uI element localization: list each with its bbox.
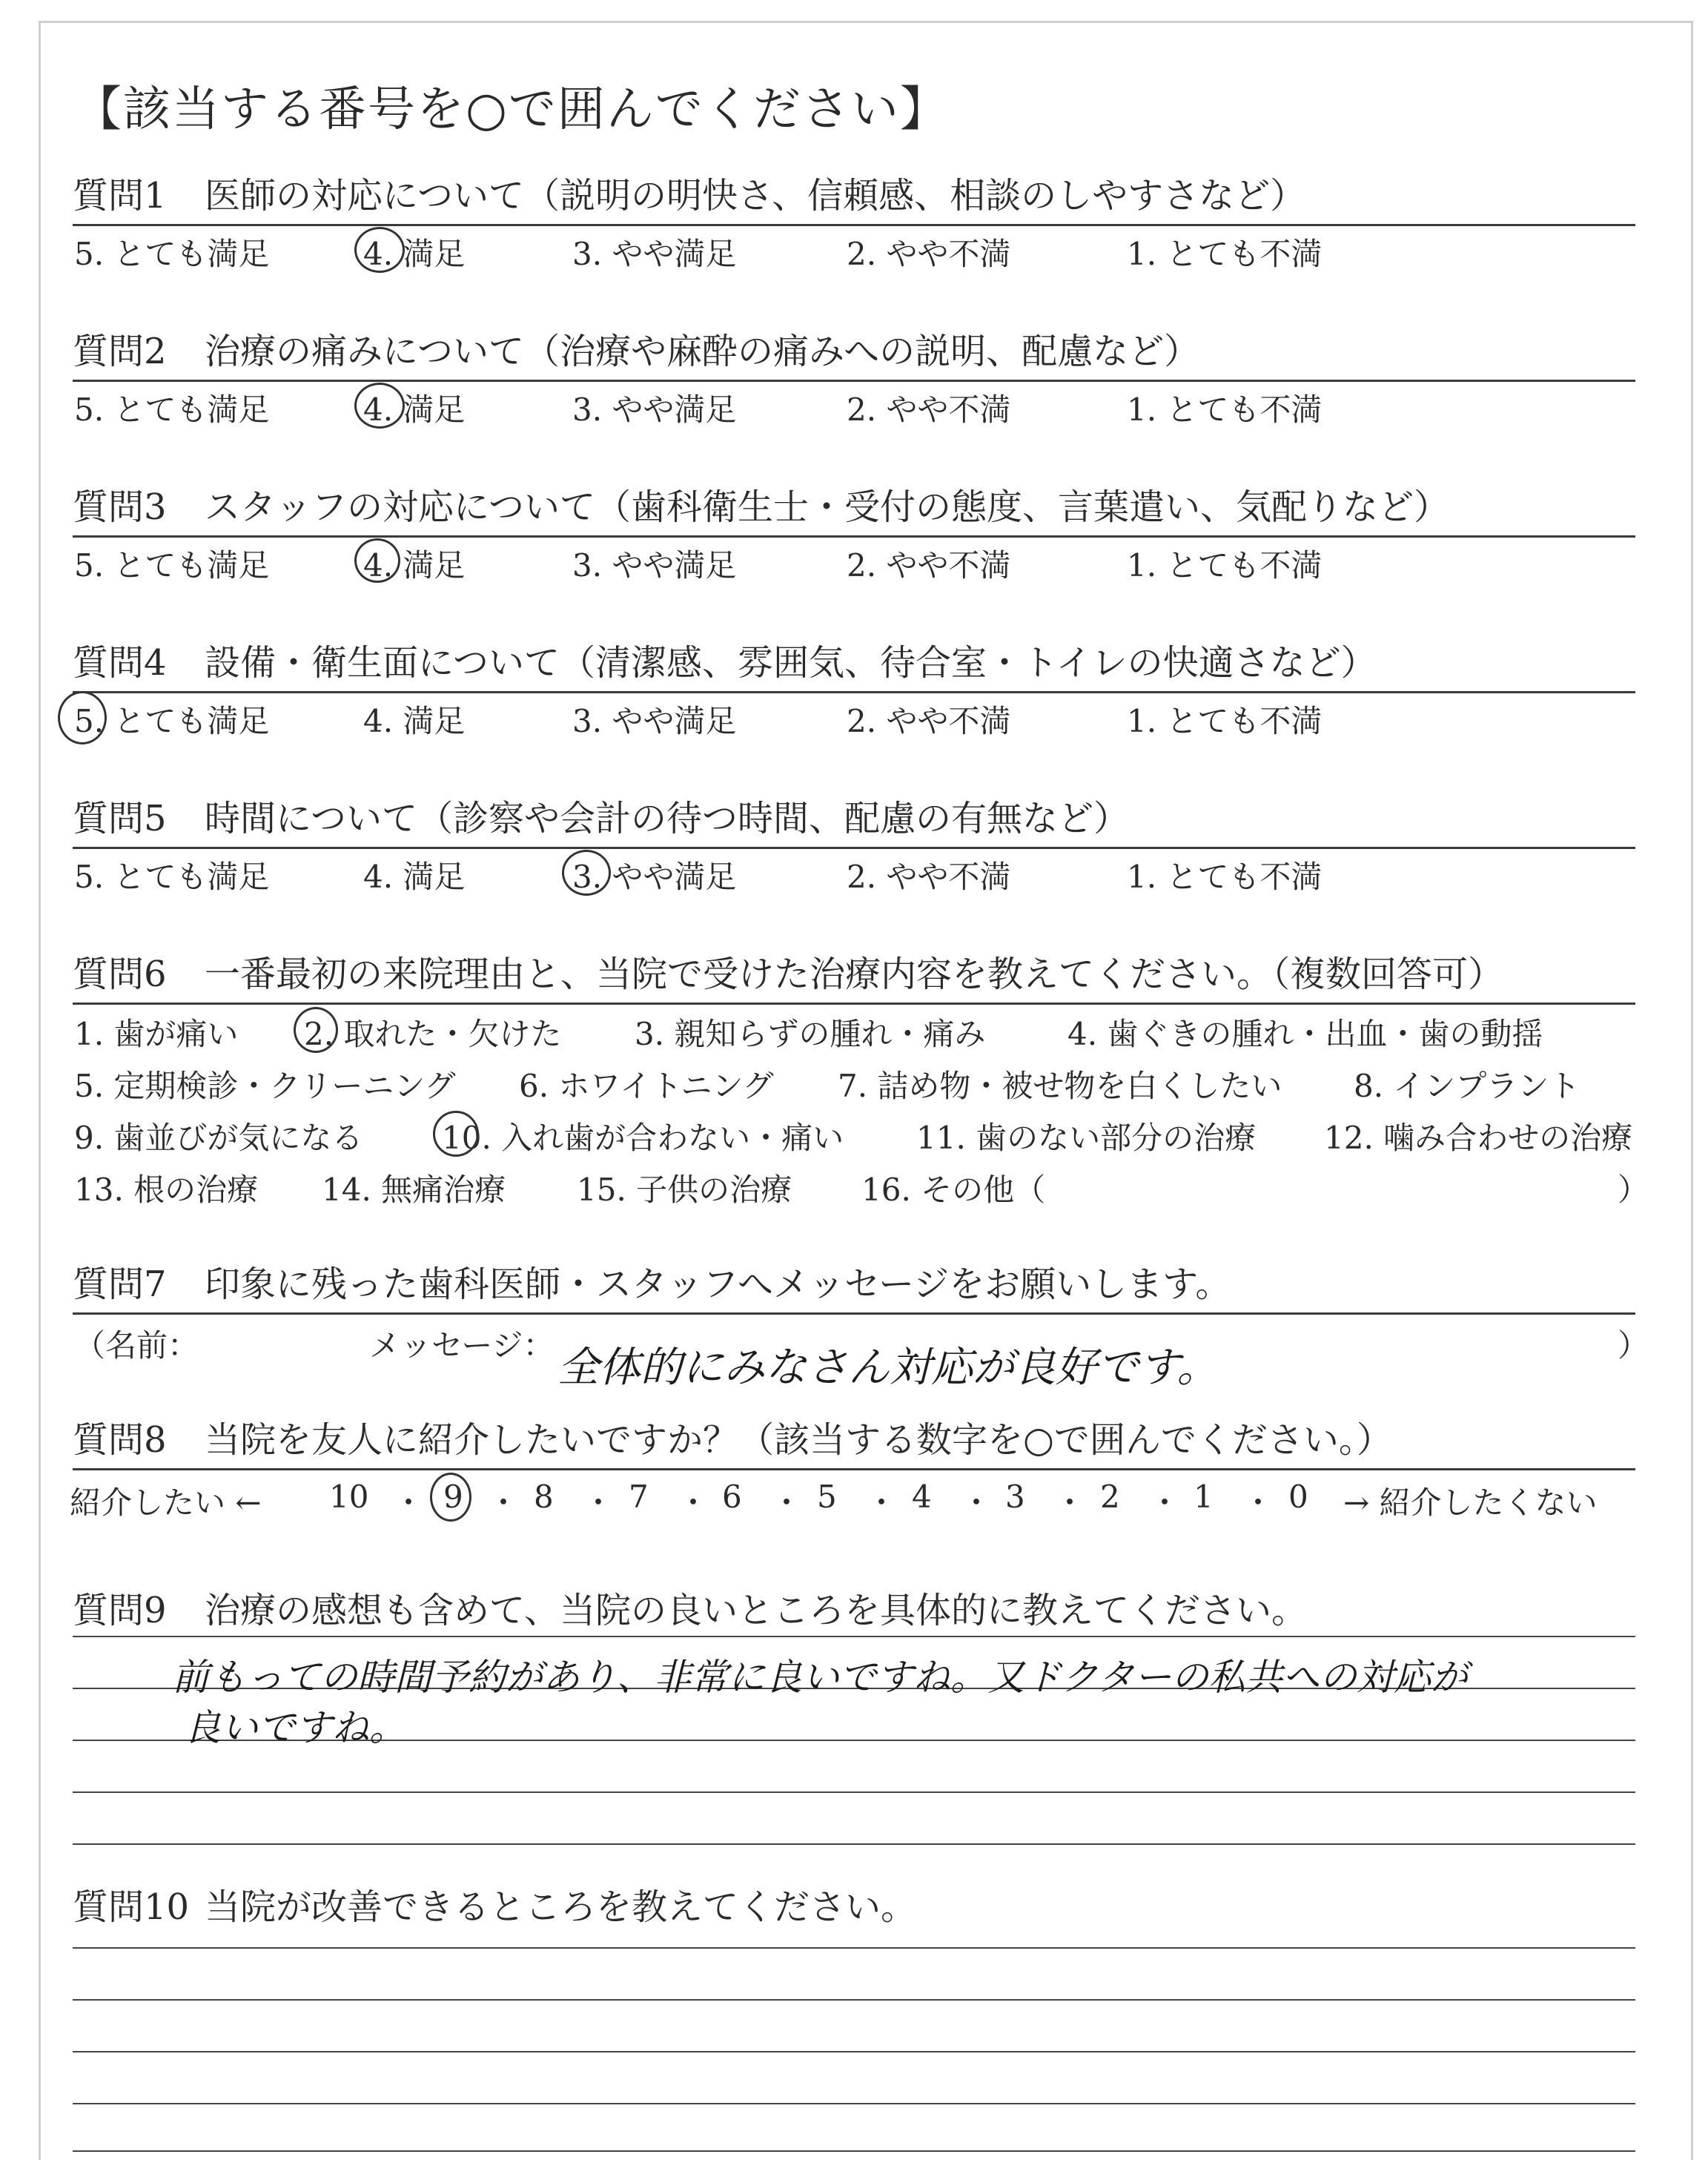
q7-message-handwritten: 全体的にみなさん対応が良好です。 [557,1344,1219,1392]
q6-option-11[interactable]: 11. 歯のない部分の治療 [916,1120,1257,1156]
q8-score-10[interactable]: 10 [329,1479,369,1515]
q6-option-16-close: ） [1618,1172,1649,1208]
q6-option-16[interactable]: 16. その他（ [861,1172,1046,1208]
q4-option-3[interactable]: 3. やや満足 [572,703,737,739]
question-5-text: 時間について（診察や会計の待つ時間、配慮の有無など） [205,798,1130,839]
q8-dot: ・ [1054,1484,1086,1521]
q5-option-3[interactable]: 3. やや満足 [572,859,737,895]
question-1-number: 質問1 [73,175,167,217]
q2-option-4[interactable]: 4. 満足 [363,392,466,428]
q2-option-5[interactable]: 5. とても満足 [74,392,270,428]
q4-selection-circle [58,691,107,744]
question-8-text: 当院を友人に紹介したいですか？（該当する数字を○で囲んでください。） [205,1419,1392,1461]
q3-option-2[interactable]: 2. やや不満 [847,547,1011,584]
q8-dot: ・ [771,1484,803,1521]
q1-option-2[interactable]: 2. やや不満 [847,236,1011,272]
question-6-text: 一番最初の来院理由と、当院で受けた治療内容を教えてください。（複数回答可） [205,954,1504,995]
q8-dot: ・ [1149,1484,1181,1521]
q6-option-3[interactable]: 3. 親知らずの腫れ・痛み [635,1016,986,1052]
q10-answer-line [73,2103,1635,2104]
q4-option-1[interactable]: 1. とても不満 [1127,703,1323,739]
q1-option-5[interactable]: 5. とても満足 [74,236,270,272]
q1-option-4[interactable]: 4. 満足 [363,236,466,272]
q3-selection-circle [354,538,400,583]
q6-option-12[interactable]: 12. 噛み合わせの治療 [1324,1120,1633,1156]
q5-option-2[interactable]: 2. やや不満 [847,859,1011,895]
question-5-number: 質問5 [73,798,167,839]
question-6 [73,951,1635,1005]
q8-score-4[interactable]: 4 [912,1479,932,1515]
q8-score-8[interactable]: 8 [534,1479,554,1515]
question-7-number: 質問7 [73,1264,167,1305]
q6-option-14[interactable]: 14. 無痛治療 [322,1172,506,1208]
q8-score-9[interactable]: 9 [443,1479,463,1515]
q8-score-2[interactable]: 2 [1100,1479,1120,1515]
q5-option-1[interactable]: 1. とても不満 [1127,859,1323,895]
q8-score-7[interactable]: 7 [629,1479,649,1515]
question-3 [73,483,1635,538]
q8-selection-circle [430,1473,471,1522]
q8-score-3[interactable]: 3 [1005,1479,1025,1515]
question-8-number: 質問8 [73,1419,167,1461]
q6-option-9[interactable]: 9. 歯並びが気になる [74,1120,363,1156]
q8-score-5[interactable]: 5 [817,1479,837,1515]
q8-dot: ・ [1242,1484,1274,1521]
question-4 [73,639,1635,693]
q8-dot: ・ [866,1484,898,1521]
q4-option-4[interactable]: 4. 満足 [363,703,466,739]
q7-close-paren: ） [1618,1327,1649,1364]
q7-name-label: （名前： [74,1327,199,1364]
q2-option-1[interactable]: 1. とても不満 [1127,392,1323,428]
question-3-text: スタッフの対応について（歯科衛生士・受付の態度、言葉遣い、気配りなど） [205,486,1450,528]
question-9 [73,1587,1635,1639]
q3-option-1[interactable]: 1. とても不満 [1127,547,1323,584]
q8-dot: ・ [961,1484,993,1521]
q9-answer-line [73,1843,1635,1845]
q6-option-5[interactable]: 5. 定期検診・クリーニング [74,1068,456,1104]
question-8 [73,1416,1635,1470]
q1-selection-circle [354,227,405,273]
q2-selection-circle [354,383,405,429]
q10-answer-line [73,2150,1635,2152]
question-10 [73,1883,1635,1935]
q8-score-0[interactable]: 0 [1288,1479,1308,1515]
question-2-number: 質問2 [73,331,167,372]
question-7-text: 印象に残った歯科医師・スタッフへメッセージをお願いします。 [205,1264,1231,1305]
q5-option-5[interactable]: 5. とても満足 [74,859,270,895]
form-title: 【該当する番号を○で囲んでください】 [74,82,949,137]
q3-option-4[interactable]: 4. 満足 [363,547,466,584]
q6-option-2[interactable]: 2. 取れた・欠けた [304,1016,562,1052]
q10-answer-line [73,2051,1635,2052]
q3-option-3[interactable]: 3. やや満足 [572,547,737,584]
q6-option-10[interactable]: 10. 入れ歯が合わない・痛い [442,1120,844,1156]
q6-option-8[interactable]: 8. インプラント [1354,1068,1580,1104]
q8-left-label: 紹介したい ← [70,1484,262,1521]
q9-answer-line [73,1791,1635,1793]
question-1 [73,172,1635,226]
q6-option-1[interactable]: 1. 歯が痛い [74,1016,239,1052]
q6-option-7[interactable]: 7. 詰め物・被せ物を白くしたい [838,1068,1282,1104]
question-3-number: 質問3 [73,486,167,528]
question-5 [73,795,1635,849]
q1-option-3[interactable]: 3. やや満足 [572,236,737,272]
question-4-text: 設備・衛生面について（清潔感、雰囲気、待合室・トイレの快適さなど） [205,642,1377,684]
q5-option-4[interactable]: 4. 満足 [363,859,466,895]
q10-answer-line [73,1999,1635,2001]
q4-option-5[interactable]: 5. とても満足 [74,703,270,739]
q10-answer-line [73,1947,1635,1949]
q8-right-label: → 紹介したくない [1343,1484,1598,1521]
question-9-text: 治療の感想も含めて、当院の良いところを具体的に教えてください。 [205,1590,1308,1631]
q6-option-4[interactable]: 4. 歯ぐきの腫れ・出血・歯の動揺 [1068,1016,1543,1052]
q6-option-13[interactable]: 13. 根の治療 [74,1172,259,1208]
q2-option-3[interactable]: 3. やや満足 [572,392,737,428]
q8-score-1[interactable]: 1 [1194,1479,1214,1515]
q2-option-2[interactable]: 2. やや不満 [847,392,1011,428]
question-1-text: 医師の対応について（説明の明快さ、信頼感、相談のしやすさなど） [205,175,1306,217]
q8-dot: ・ [678,1484,709,1521]
q6-selection-circle-2 [294,1007,338,1053]
q8-score-6[interactable]: 6 [722,1479,742,1515]
question-10-number: 質問10 [73,1886,190,1928]
q7-message-label: メッセージ： [369,1327,555,1364]
q6-selection-circle-10 [433,1111,479,1157]
q5-selection-circle [562,850,611,896]
question-4-number: 質問4 [73,642,167,684]
question-9-number: 質問9 [73,1590,167,1631]
q9-answer-line1: 前もっての時間予約があり、非常に良いですね。又ドクターの私共への対応が [172,1656,1468,1699]
question-2 [73,328,1635,382]
q6-option-15[interactable]: 15. 子供の治療 [577,1172,792,1208]
q9-answer-line [73,1636,1635,1637]
q8-dot: ・ [488,1484,520,1521]
q6-option-6[interactable]: 6. ホワイトニング [519,1068,774,1104]
question-6-number: 質問6 [73,954,167,995]
q1-option-1[interactable]: 1. とても不満 [1127,236,1323,272]
question-2-text: 治療の痛みについて（治療や麻酔の痛みへの説明、配慮など） [205,331,1200,372]
q8-dot: ・ [583,1484,615,1521]
q9-answer-line2: 良いですね。 [184,1706,406,1749]
q8-dot: ・ [393,1484,425,1521]
question-10-text: 当院が改善できるところを教えてください。 [205,1886,917,1928]
q4-option-2[interactable]: 2. やや不満 [847,703,1011,739]
question-7 [73,1261,1635,1315]
q3-option-5[interactable]: 5. とても満足 [74,547,270,584]
